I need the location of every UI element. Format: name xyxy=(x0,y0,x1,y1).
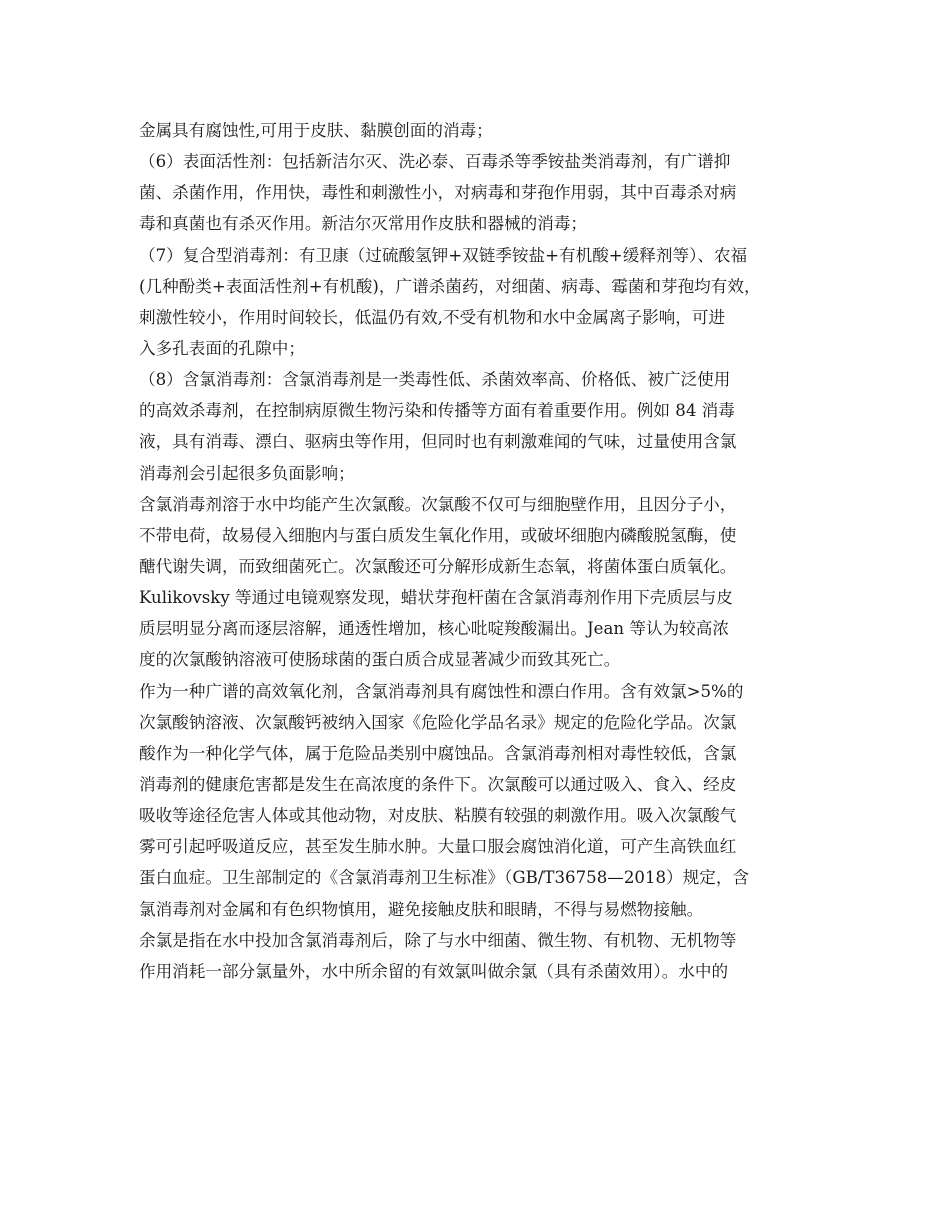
text-line: (几种酚类+表面活性剂+有机酸)，广谱杀菌药，对细菌、病毒、霉菌和芽孢均有效， xyxy=(139,276,761,296)
text-line: 液，具有消毒、漂白、驱病虫等作用，但同时也有刺激难闻的气味，过量使用含氯 xyxy=(139,432,737,452)
text-line: 酸作为一种化学气体，属于危险品类别中腐蚀品。含氯消毒剂相对毒性较低，含氯 xyxy=(139,743,737,763)
text-line: 不带电荷，故易侵入细胞内与蛋白质发生氧化作用，或破坏细胞内磷酸脱氢酶，使 xyxy=(139,525,737,545)
text-line: 含氯消毒剂溶于水中均能产生次氯酸。次氯酸不仅可与细胞壁作用，且因分子小， xyxy=(139,494,737,514)
text-line: （7）复合型消毒剂：有卫康（过硫酸氢钾+双链季铵盐+有机酸+缓释剂等）、农福 xyxy=(139,245,748,265)
text-line: Kulikovsky 等通过电镜观察发现，蜡状芽孢杆菌在含氯消毒剂作用下壳质层与皮 xyxy=(139,588,733,608)
text-line: 作为一种广谱的高效氧化剂，含氯消毒剂具有腐蚀性和漂白作用。含有效氯>5%的 xyxy=(139,681,744,701)
text-line: 菌、杀菌作用，作用快，毒性和刺激性小，对病毒和芽孢作用弱，其中百毒杀对病 xyxy=(139,183,737,203)
text-line: 刺激性较小，作用时间较长，低温仍有效,不受有机物和水中金属离子影响，可进 xyxy=(139,307,726,327)
text-line: 余氯是指在水中投加含氯消毒剂后，除了与水中细菌、微生物、有机物、无机物等 xyxy=(139,930,737,950)
text-line: 雾可引起呼吸道反应，甚至发生肺水肿。大量口服会腐蚀消化道，可产生高铁血红 xyxy=(139,837,737,857)
text-line: 消毒剂的健康危害都是发生在高浓度的条件下。次氯酸可以通过吸入、食入、经皮 xyxy=(139,774,737,794)
text-line: 的高效杀毒剂，在控制病原微生物污染和传播等方面有着重要作用。例如 84 消毒 xyxy=(139,401,735,421)
text-line: 吸收等途径危害人体或其他动物，对皮肤、粘膜有较强的刺激作用。吸入次氯酸气 xyxy=(139,806,737,826)
document-body xyxy=(139,115,829,987)
text-line: 作用消耗一部分氯量外，水中所余留的有效氯叫做余氯（具有杀菌效用）。水中的 xyxy=(139,961,729,981)
text-line: 醣代谢失调，而致细菌死亡。次氯酸还可分解形成新生态氧，将菌体蛋白质氧化。 xyxy=(139,556,737,576)
text-line: （8）含氯消毒剂：含氯消毒剂是一类毒性低、杀菌效率高、价格低、被广泛使用 xyxy=(139,370,731,390)
text-line: （6）表面活性剂：包括新洁尔灭、洗必泰、百毒杀等季铵盐类消毒剂，有广谱抑 xyxy=(139,152,731,172)
text-line: 蛋白血症。卫生部制定的《含氯消毒剂卫生标准》（GB/T36758—2018）规定，含 xyxy=(139,868,750,888)
text-line: 质层明显分离而逐层溶解，通透性增加，核心吡啶羧酸漏出。Jean 等认为较高浓 xyxy=(139,619,729,639)
text-line: 氯消毒剂对金属和有色织物慎用，避免接触皮肤和眼睛，不得与易燃物接触。 xyxy=(139,899,704,919)
text-line: 次氯酸钠溶液、次氯酸钙被纳入国家《危险化学品名录》规定的危险化学品。次氯 xyxy=(139,712,737,732)
text-line: 毒和真菌也有杀灭作用。新洁尔灭常用作皮肤和器械的消毒； xyxy=(139,214,588,234)
text-line: 入多孔表面的孔隙中； xyxy=(139,338,305,358)
text-line: 金属具有腐蚀性,可用于皮肤、黏膜创面的消毒； xyxy=(139,121,493,140)
text-line: 度的次氯酸钠溶液可使肠球菌的蛋白质合成显著减少而致其死亡。 xyxy=(139,650,621,670)
text-line: 消毒剂会引起很多负面影响； xyxy=(139,463,355,483)
